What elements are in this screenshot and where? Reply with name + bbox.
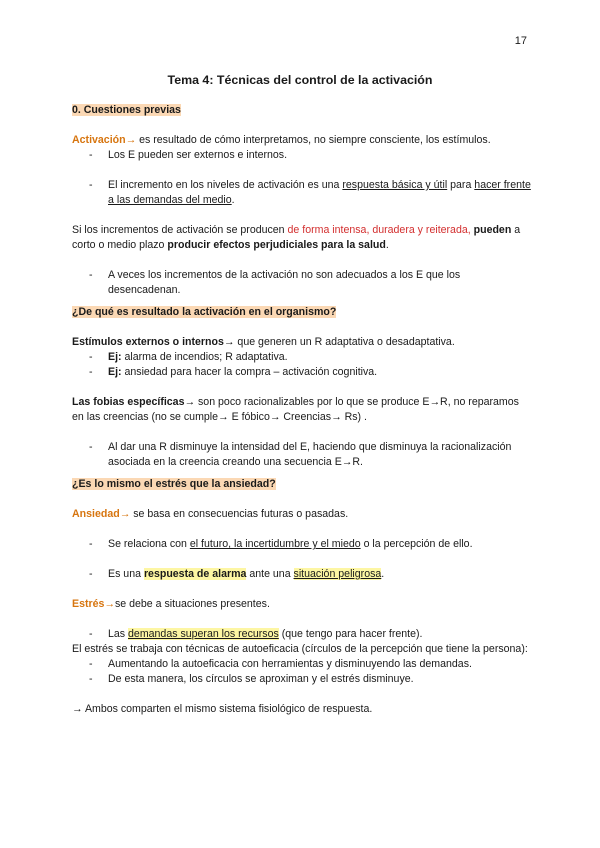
paragraph-activacion: Activación→ es resultado de cómo interpretamos, no siempre consciente, los estímulos. [72,134,491,146]
paragraph-autoeficacia: El estrés se trabaja con técnicas de autoeficacia (círculos de la percepción que tiene la persona): [72,643,528,655]
paragraph-estres: Estrés→se debe a situaciones presentes. [72,598,270,610]
list-item: - A veces los incrementos de la activación no son adecuados a los E que los desencadenan. [72,268,532,298]
list-item: - Los E pueden ser externos e internos. [72,148,532,163]
list-item: - Aumentando la autoeficacia con herramientas y disminuyendo las demandas. [72,657,532,672]
list-item: - De esta manera, los círculos se aproximan y el estrés disminuye. [72,672,532,687]
paragraph-ansiedad: Ansiedad→ se basa en consecuencias futuras o pasadas. [72,508,349,520]
list-item: - Las demandas superan los recursos (que tengo para hacer frente). [72,627,532,642]
list-item: - Es una respuesta de alarma ante una situación peligrosa. [72,567,532,582]
paragraph-fobias: Las fobias específicas→ son poco racionalizables por lo que se produce E→R, no reparamos en las creencias (no se cumple→ E fóbico→ Creencias→ Rs) . [72,396,519,423]
list-item: - El incremento en los niveles de activación es una respuesta básica y útil para hacer frente a las demandas del medio. [72,178,532,208]
page-number: 17 [514,35,527,47]
section-heading-cuestiones: 0. Cuestiones previas [72,104,181,116]
list-item: - Ej: alarma de incendios; R adaptativa. [72,350,532,365]
document-title: Tema 4: Técnicas del control de la activación [167,73,433,87]
section-heading-estres-ansiedad: ¿Es lo mismo el estrés que la ansiedad? [72,478,276,490]
list-item: - Se relaciona con el futuro, la incertidumbre y el miedo o la percepción de ello. [72,537,532,552]
document-body [72,103,532,717]
section-heading-organismo: ¿De qué es resultado la activación en el organismo? [72,306,337,318]
paragraph-incrementos: Si los incrementos de activación se producen de forma intensa, duradera y reiterada, pueden a corto o medio plazo producir efectos perjudiciales para la salud. [72,224,521,251]
paragraph-estimulos: Estímulos externos o internos→ que generen un R adaptativa o desadaptativa. [72,336,455,348]
list-item: - Al dar una R disminuye la intensidad del E, haciendo que disminuya la racionalización asociada en la creencia creando una secuencia E→R. [72,440,532,470]
list-item: - Ej: ansiedad para hacer la compra – activación cognitiva. [72,365,532,380]
paragraph-conclusion: → Ambos comparten el mismo sistema fisiológico de respuesta. [72,703,373,715]
